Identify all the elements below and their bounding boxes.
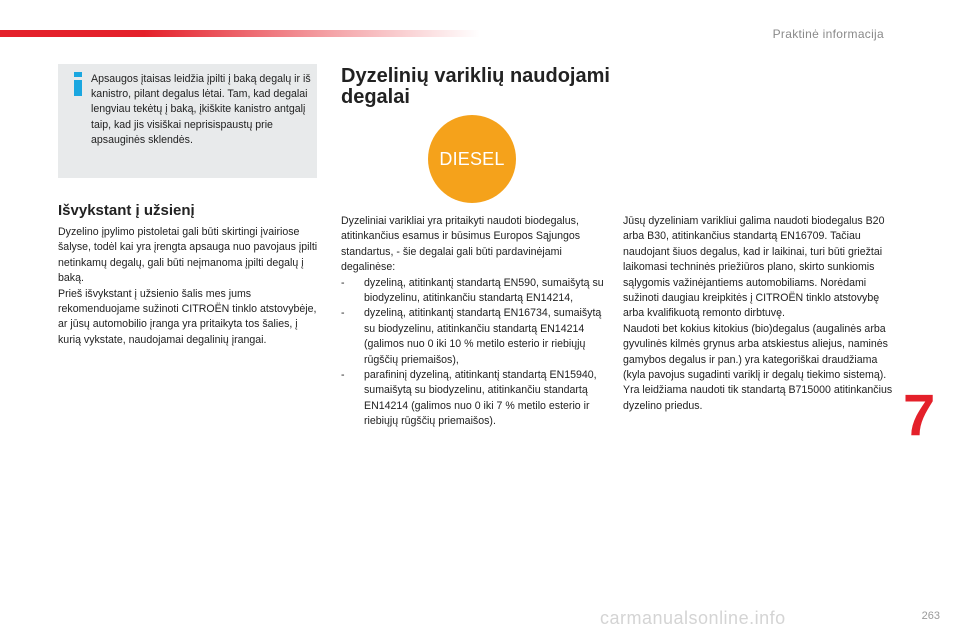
abroad-paragraph: Dyzelino įpylimo pistoletai gali būti skirtingi įvairiose šalyse, todėl kai yra įrengta apsauga nuo pavojaus įpilti netinkamų degalų, gali būti neįmanoma įpilti degalų į baką. Prieš išvykstant į užsienio šalis mes jums rekomenduojame sužinoti CITROËN tinklo atstovybėje, ar jūsų automobilio įranga yra pritaikyta tos šalies, į kurią vykstate, naudojamai degalinių įrangai. [58,226,318,346]
abroad-heading: Išvykstant į užsienį [58,202,195,219]
section-header: Praktinė informacija [772,27,884,41]
diesel-badge-label: DIESEL [439,148,505,169]
chapter-number: 7 [903,383,936,448]
list-item: - parafininį dyzeliną, atitinkantį standartą EN15940, sumaišytą su biodyzelinu, atitinkančiu standartą EN14214 (galimos nuo 0 iki 7 % metilo esterio ir riebiųjų rūgščių priemaišos). [341,368,606,430]
list-item: - dyzeliną, atitinkantį standartą EN590, sumaišytą su biodyzelinu, atitinkančiu standartą EN14214, [341,276,606,307]
info-note-box [58,64,317,178]
list-item: - dyzeliną, atitinkantį standartą EN16734, sumaišytą su biodyzelinu, atitinkančiu standartą EN14214 (galimos nuo 0 iki 10 % metilo esterio ir riebiųjų rūgščių priemaišos), [341,306,606,368]
watermark: carmanualsonline.info [600,608,786,628]
fuel-column-left [341,214,606,430]
info-icon [72,72,84,96]
diesel-badge [428,115,516,203]
page-number: 263 [921,610,940,622]
info-note-text: Apsaugos įtaisas leidžia įpilti į baką degalų ir iš kanistro, pilant degalus lėtai. Tam, kad degalai lengviau tekėtų į baką, įkiškite kanistro antgalį taip, kad jis visiškai neprisispaustų prie apsauginės sklendės. [91,73,311,146]
top-accent-bar [0,30,480,37]
page-title: Dyzelinių variklių naudojami degalai [341,65,610,108]
fuel-list [341,276,606,430]
fuel-intro: Dyzeliniai varikliai yra pritaikyti naudoti biodegalus, atitinkančius esamus ir būsimus Europos Sąjungos standartus, - šie degalai gali būti pardavinėjami degalinėse: [341,215,581,274]
fuel-column-right: Jūsų dyzeliniam varikliui galima naudoti biodegalus B20 arba B30, atitinkančius standartą EN16709. Tačiau naudojant šiuos degalus, kad ir laikinai, turi būti griežtai laikomasi techninės priežiūros plano, skirto sunkiomis sąlygomis važinėjantiems automobiliams. Norėdami sužinoti daugiau kreipkitės į CITROËN tinklo atstovybę arba kvalifikuotą remonto dirbtuvę. Naudoti bet kokius kitokius (bio)degalus (augalinės arba gyvulinės kilmės grynus arba atskiestus aliejus, naminės gamybos degalus ir pan.) yra kategoriškai draudžiama (kyla pavojus sugadinti variklį ir degalų tiekimo sistemą). Yra leidžiama naudoti tik standartą B715000 atitinkančius dyzelino priedus. [623,215,893,412]
